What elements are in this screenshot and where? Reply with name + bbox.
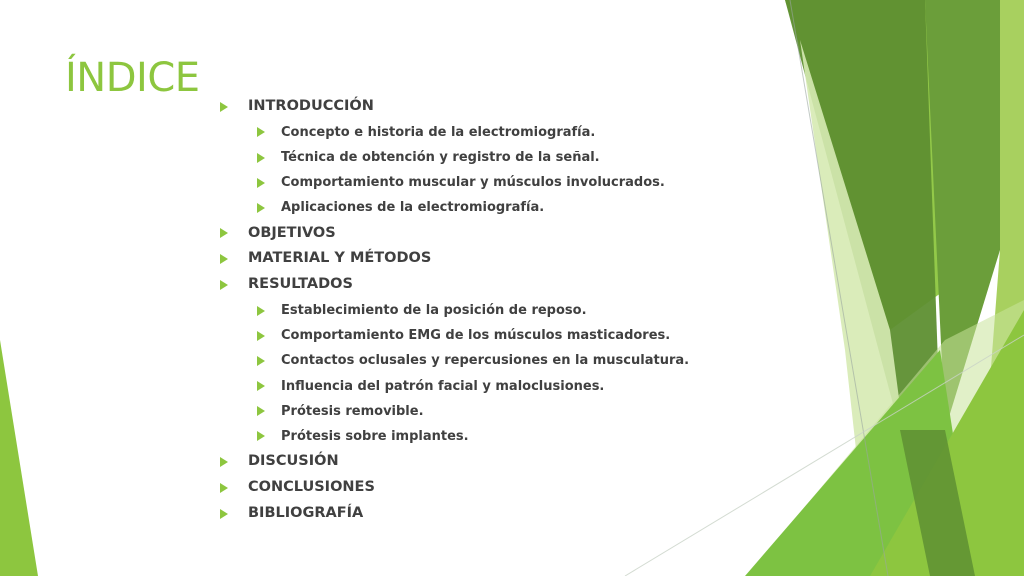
arrow-bullet-icon bbox=[257, 306, 265, 316]
toc-item-material-y-metodos bbox=[218, 246, 689, 272]
arrow-bullet-icon bbox=[257, 178, 265, 188]
arrow-bullet-icon bbox=[257, 431, 265, 441]
arrow-bullet-icon bbox=[220, 102, 228, 112]
toc-subitem bbox=[218, 170, 689, 195]
toc-subitem bbox=[218, 424, 689, 449]
toc-item-label: DISCUSIÓN bbox=[248, 453, 339, 470]
toc-subitem-label: Influencia del patrón facial y maloclusiones. bbox=[281, 378, 605, 394]
table-of-contents bbox=[218, 94, 689, 526]
toc-item-label: MATERIAL Y MÉTODOS bbox=[248, 250, 432, 267]
arrow-bullet-icon bbox=[257, 153, 265, 163]
toc-item-discusion bbox=[218, 449, 689, 475]
arrow-bullet-icon bbox=[220, 280, 228, 290]
left-green-sliver bbox=[0, 340, 38, 576]
toc-subitem-label: Comportamiento EMG de los músculos masticadores. bbox=[281, 328, 671, 344]
toc-subitem bbox=[218, 120, 689, 145]
arrow-bullet-icon bbox=[257, 356, 265, 366]
toc-subitem-label: Concepto e historia de la electromiografía. bbox=[281, 124, 596, 140]
arrow-bullet-icon bbox=[257, 406, 265, 416]
toc-subitem bbox=[218, 298, 689, 323]
toc-subitem bbox=[218, 323, 689, 348]
toc-item-resultados bbox=[218, 272, 689, 298]
toc-subitem-label: Prótesis sobre implantes. bbox=[281, 428, 469, 444]
toc-section-introduccion bbox=[218, 94, 689, 221]
toc-item-label: RESULTADOS bbox=[248, 276, 353, 293]
toc-item-label: CONCLUSIONES bbox=[248, 478, 375, 495]
arrow-bullet-icon bbox=[257, 381, 265, 391]
arrow-bullet-icon bbox=[257, 331, 265, 341]
arrow-bullet-icon bbox=[257, 127, 265, 137]
toc-item-conclusiones bbox=[218, 475, 689, 501]
arrow-bullet-icon bbox=[220, 228, 228, 238]
toc-item-label: BIBLIOGRAFÍA bbox=[248, 504, 364, 521]
arrow-bullet-icon bbox=[220, 254, 228, 264]
toc-subitem-label: Contactos oclusales y repercusiones en la musculatura. bbox=[281, 353, 690, 369]
toc-item-label: OBJETIVOS bbox=[248, 224, 336, 241]
toc-subitem-label: Establecimiento de la posición de reposo. bbox=[281, 302, 587, 318]
toc-sublist-introduccion bbox=[218, 120, 689, 221]
toc-subitem bbox=[218, 374, 689, 399]
toc-subitem bbox=[218, 348, 689, 373]
toc-item-bibliografia bbox=[218, 501, 689, 527]
arrow-bullet-icon bbox=[220, 483, 228, 493]
toc-subitem bbox=[218, 195, 689, 220]
toc-subitem-label: Prótesis removible. bbox=[281, 403, 424, 419]
toc-sublist-resultados bbox=[218, 298, 689, 449]
toc-subitem bbox=[218, 399, 689, 424]
toc-subitem-label: Aplicaciones de la electromiografía. bbox=[281, 200, 545, 216]
arrow-bullet-icon bbox=[220, 509, 228, 519]
arrow-bullet-icon bbox=[220, 457, 228, 467]
toc-item-objetivos bbox=[218, 221, 689, 247]
toc-subitem-label: Comportamiento muscular y músculos involucrados. bbox=[281, 175, 665, 191]
toc-subitem-label: Técnica de obtención y registro de la señal. bbox=[281, 149, 600, 165]
toc-item-introduccion bbox=[218, 94, 689, 120]
toc-item-label: INTRODUCCIÓN bbox=[248, 98, 374, 114]
toc-section-resultados bbox=[218, 272, 689, 449]
arrow-bullet-icon bbox=[257, 203, 265, 213]
slide-title: ÍNDICE bbox=[65, 55, 200, 101]
toc-subitem bbox=[218, 145, 689, 170]
